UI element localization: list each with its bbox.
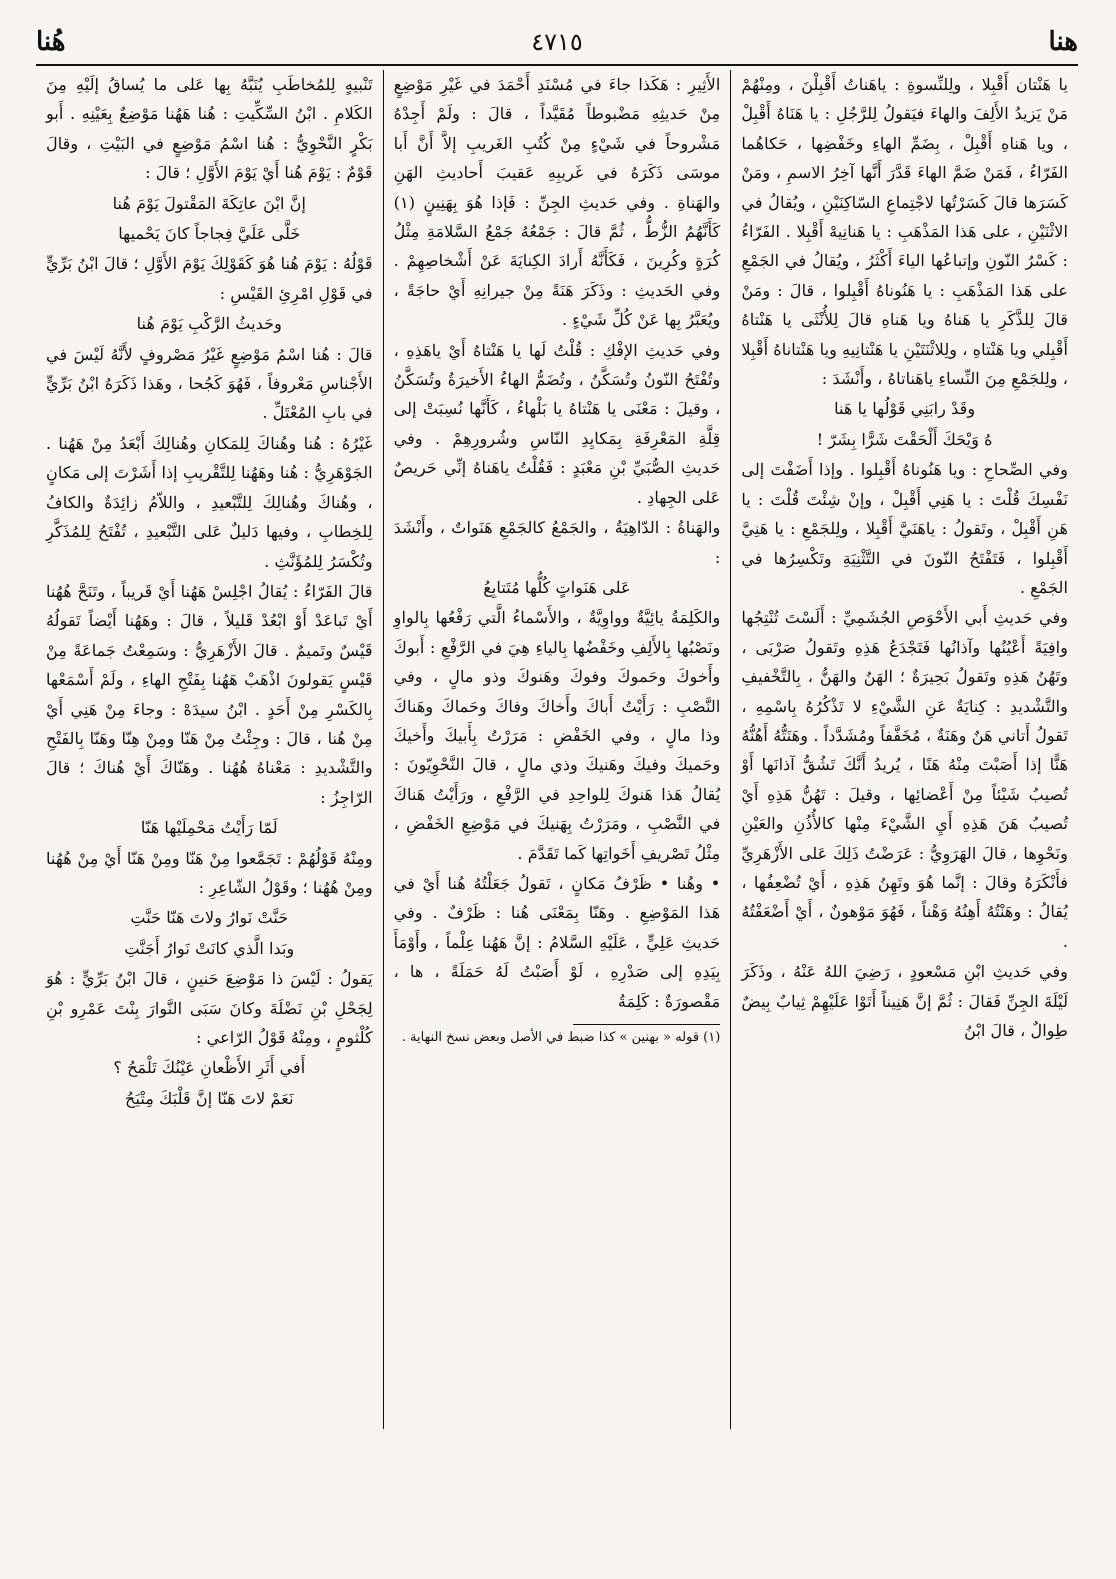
headword-left: هُنا: [36, 27, 66, 57]
paragraph: الأَثِيرِ : هَكَذا جاءَ في مُسْنَدِ أَحْمَدَ في غَيْرِ مَوْضِعٍ مِنْ حَديثِهِ مَضْبوطاً مُقَيَّداً ، قالَ : ولَمْ أَجِدْهُ مَشْروحاً في شَيْءٍ مِنْ كُتُبِ الغَريبِ إلاَّ أَنَّ أَبا موسَى ذَكَرَهُ في غَريبِهِ عَقيبَ أَحاديثِ الهَنِ والهَناةِ . وفي حَديثِ الجِنِّ : فَإذا هُوَ بِهَنِينٍ (١) كَأَنَّهُمُ الزُّطُّ ، ثُمَّ قالَ : جَمْعُهُ جَمْعُ السَّلامَةِ مِثْلُ كُرَةٍ وكُرِينَ ، فَكَأَنَّهُ أَرادَ الكِنايَةَ عَنْ أَشْخاصِهِمْ . وفي الحَديثِ : وذَكَرَ هَنَةً مِنْ جيرانِهِ أَيْ حاجَةً ، ويُعَبَّرُ بِها عَنْ كُلِّ شَيْءٍ .: [393, 75, 721, 330]
paragraph: يَقولُ : لَيْسَ ذا مَوْضِعَ حَنينٍ ، قالَ ابْنُ بَرِّيٍّ : هُوَ لِجَحْلِ بْنِ نَضْلَةَ وكانَ سَبَى النَّوارَ بِنْتَ عَمْرِو بْنِ كُلْثومٍ ، ومِنْهُ قَوْلُ الرّاعي :: [45, 969, 373, 1047]
verse-line: أَفي أَثَرِ الأَظْعانِ عَيْنُكَ تَلْمَحُ ؟: [113, 1058, 306, 1078]
verse-line: حَنَّتْ نَوارُ ولاتَ هَنّا حَنَّتِ: [130, 908, 289, 928]
verse-line: نَعَمْ لاتَ هَنّا إنَّ قَلْبَكَ مِتْيَحُ: [125, 1088, 294, 1108]
paragraph: غَيْرُهُ : هُنا وهُناكَ لِلمَكانِ وهُنالِكَ أَبْعَدُ مِنْ هَهُنا . الجَوْهَرِيُّ : هُنا وهَهُنا لِلتَّقْريبِ إذا أَشَرْتَ إلى مَكانٍ ، وهُناكَ وهُنالِكَ لِلتَّبْعيدِ ، واللاّمُ زائِدَةٌ والكافُ لِلخِطابِ ، وفيها دَليلٌ عَلى التَّبْعيدِ ، تُفْتَحُ لِلمُذَكَّرِ وتُكْسَرُ لِلمُؤَنَّثِ .: [45, 433, 373, 571]
paragraph: وفي الصِّحاحِ : ويا هَنُوناهُ أَقْبِلوا . وإذا أَضَفْتَ إلى نَفْسِكَ قُلْتَ : يا هَنِي أَقْبِلْ ، وإنْ شِئْتَ قُلْتَ : يا هَنِ أَقْبِلْ ، وتَقولُ : ياهَنَيَّ أَقْبِلا ، ولِلجَمْعِ : يا هَنِيَّ أَقْبِلوا ، فَتَفْتَحُ النّونَ في التَّثْنِيَةِ وتَكْسِرُها في الجَمْعِ .: [741, 460, 1068, 597]
paragraph: تَنْبيهٍ لِلمُخاطَبِ يُنَبَّهُ بِها عَلى ما يُساقُ إلَيْهِ مِنَ الكَلامِ . ابْنُ السِّكِّيتِ : هُنا هَهُنا مَوْضِعٌ بِعَيْنِهِ . أَبو بَكْرٍ النَّحْوِيُّ : هُنا اسْمُ مَوْضِعٍ في البَيْتِ ، وقالَ قَوْمٌ : يَوْمَ هُنا أَيْ يَوْمَ الأَوَّلِ ؛ قالَ :: [45, 75, 373, 183]
paragraph: قالَ : هُنا اسْمُ مَوْضِعٍ غَيْرُ مَصْروفٍ لأَنَّهُ لَيْسَ في الأَجْناسِ مَعْروفاً ، فَهُوَ كَجُحا ، وهَذا ذَكَرَهُ ابْنُ بَرِّيٍّ في بابِ المُعْتَلِّ .: [45, 344, 373, 423]
paragraph: قالَ الفَرّاءُ : يُقالُ اجْلِسْ هَهُنا أَيْ قَريباً ، وتَنَحَّ هُهُنا أَيْ تَباعَدْ أَوْ ابْعُدْ قَليلاً ، قالَ : وهَهُنا أَيْضاً تَقولُهُ قَيْسٌ وتَميمٌ . قالَ الأَزْهَرِيُّ : وسَمِعْتُ جَماعَةً مِنْ قَيْسٍ يَقولونَ اذْهَبْ هَهُنا بِفَتْحِ الهاءِ ، ولَمْ أَسْمَعْها بِالكَسْرِ مِنْ أَحَدٍ . ابْنُ سيدَهْ : وجاءَ مِنْ هَنِي أَيْ مِنْ هُنا ، قالَ : وجِئْتُ مِنْ هَنّا ومِنْ هِنّا وهَنّا بِالفَتْحِ والتَّشْديدِ : مَعْناهُ هُهُنا . وهَنّاكَ أَيْ هُناكَ ؛ قالَ الرّاجِزُ :: [45, 581, 373, 807]
paragraph: وفي حَديثِ أَبي الأَحْوَصِ الجُشَمِيِّ : أَلَسْتَ تُنْتِجُها وافِيَةً أَعْيُنُها وآذانُها فَتَجْدَعُ هَذِهِ وتَقولُ صَرْبَى ، وتَهُنُ هَذِهِ وتَقولُ بَحِيرَةٌ ؛ الهَنُ والهَنُّ ، بِالتَّخْفيفِ والتَّشْديدِ : كِنايَةٌ عَنِ الشَّيْءِ لا تَذْكُرُهُ بِاسْمِهِ ، تَقولُ أَتاني هَنٌ وهَنَةٌ ، مُخَفَّفاً ومُشَدَّداً . وهَنَتُّهُ أَهُنُّهُ هَنًّا إذا أَصَبْتَ مِنْهُ هَنًا ، يُريدُ أَنَّكَ تَشُقُّ آذانَها أَوْ تُصيبُ شَيْئاً مِنْ أَعْضائِها ، وقيلَ : تَهُنُّ هَذِهِ أَيْ تُصيبُ هَنَ هَذِهِ أَيِ الشَّيْءَ مِنْها كالأُذُنِ والعَيْنِ ونَحْوِها ، قالَ الهَرَوِيُّ : عَرَضْتُ ذَلِكَ عَلى الأَزْهَرِيِّ فأَنْكَرَهُ وقالَ : إنَّما هُوَ وتَهِنُ هَذِهِ ، أَيْ تُضْعِفُها ، يُقالُ : وهَنْتُهُ أَهِنُهُ وَهْناً ، فَهُوَ مَوْهونٌ ، أَيْ أَضْعَفْتُهُ .: [741, 608, 1068, 951]
verse-line: إنَّ ابْنَ عاتِكَةَ المَقْتولَ يَوْمَ هُنا: [112, 193, 307, 213]
verse-line: هُ وَيْحَكَ أَلْحَقْتَ شَرًّا بِشَرّ !: [816, 429, 993, 449]
paragraph: وفي حَديثِ ابْنِ مَسْعودٍ ، رَضِيَ اللهُ عَنْهُ ، وذَكَرَ لَيْلَةَ الجِنِّ فَقالَ : ثُمَّ إنَّ هَنِيناً أَتَوْا عَلَيْهِمْ ثِيابٌ بِيضٌ طِوالٌ ، قالَ ابْنُ: [741, 962, 1068, 1040]
column-left: [36, 70, 383, 1429]
verse-line: وبَدا الَّذي كانَتْ نَوارُ أَجَنَّتِ: [124, 938, 295, 958]
footnote: (١) قوله « بهنين » كذا ضبط في الأصل وبعض نسخ النهاية .: [401, 1030, 721, 1045]
verse-line: خَلَّى عَلَيَّ فِجاجاً كانَ يَحْميها: [118, 224, 301, 244]
paragraph: والهَناةُ : الدّاهِيَةُ ، والجَمْعُ كالجَمْعِ هَنَواتٌ ، وأَنْشَدَ :: [393, 518, 721, 567]
column-right: [731, 70, 1078, 1429]
verse-line: عَلى هَنَواتٍ كُلُّها مُتَتابِعُ: [483, 577, 631, 597]
paragraph: والكَلِمَةُ يائِيَّةٌ وواوِيَّةٌ ، والأَسْماءُ الَّتي رَفْعُها بِالواوِ ونَصْبُها بِالأَلِفِ وخَفْضُها بِالياءِ هِيَ في الرَّفْعِ : أَبوكَ وأَخوكَ وحَموكَ وفوكَ وهَنوكَ وذو مالٍ ، وفي النَّصْبِ : رَأَيْتُ أَباكَ وأَخاكَ وفاكَ وحَماكَ وهَناكَ وذا مالٍ ، وفي الخَفْضِ : مَرَرْتُ بِأَبيكَ وأَخيكَ وحَميكَ وفيكَ وهَنيكَ وذي مالٍ ، قالَ النَّحْوِيّونَ : يُقالُ هَذا هَنوكَ لِلواحِدِ في الرَّفْعِ ، ورَأَيْتُ هَناكَ في النَّصْبِ ، ومَرَرْتُ بِهَنيكَ في مَوْضِعِ الخَفْضِ ، مِثْلُ تَصْريفِ أَخَواتِها كَما تَقَدَّمَ .: [393, 608, 721, 863]
page-number: ٤٧١٥: [531, 28, 583, 56]
footnote-rule: [573, 1024, 720, 1025]
verse-line: وقَدْ رابَنِي قَوْلُها يا هَنا: [834, 399, 976, 419]
page-header: [36, 22, 1078, 62]
paragraph: ومِنْهُ قَوْلُهُمْ : تَجَمَّعوا مِنْ هَنّا ومِنْ هَنّا أَيْ مِنْ هُهُنا ومِنْ هُهُنا ؛ وقَوْلُ الشّاعِرِ :: [45, 848, 373, 897]
text-columns: [36, 70, 1078, 1429]
verse-line: لَمّا رَأَيْتُ مَحْمِلَيْها هَنّا: [140, 818, 278, 838]
headword-right: هنا: [1048, 27, 1078, 57]
paragraph: وفي حَديثِ الإفْكِ : قُلْتُ لَها يا هَنْتاهُ أَيْ ياهَذِهِ ، وتُفْتَحُ النّونُ وتُسَكَّنُ ، وتُضَمُّ الهاءُ الأَخيرَةُ وتُسَكَّنُ ، وقيلَ : مَعْنَى يا هَنْتاهُ يا بَلْهاءُ ، كَأَنَّها نُسِبَتْ إلى قِلَّةِ المَعْرِفَةِ بِمَكايِدِ النّاسِ وشُرورِهِمْ . وفي حَديثِ الصُّبَيِّ بْنِ مَعْبَدٍ : فَقُلْتُ ياهَناهُ إنِّي حَريصٌ عَلى الجِهادِ .: [393, 340, 721, 507]
header-rule: [36, 64, 1078, 66]
paragraph: • وهُنا • ظَرْفُ مَكانٍ ، تَقولُ جَعَلْتُهُ هُنا أَيْ في هَذا المَوْضِعِ . وهَنّا بِمَعْنَى هُنا : ظَرْفٌ . وفي حَديثِ عَلِيٍّ ، عَلَيْهِ السَّلامُ : إنَّ هَهُنا عِلْماً ، وأَوْمَأَ بِيَدِهِ إلى صَدْرِهِ ، لَوْ أَصَبْتُ لَهُ حَمَلَةً ، ها ، مَقْصورَةٌ : كَلِمَةُ: [393, 873, 721, 1011]
paragraph: قَوْلُهُ : يَوْمَ هُنا هُوَ كَقَوْلِكَ يَوْمَ الأَوَّلِ ؛ قالَ ابْنُ بَرِّيٍّ في قَوْلِ امْرِئِ القَيْسِ :: [45, 254, 373, 303]
paragraph: يا هَنْتان أَقْبِلا ، ولِلنِّسوةِ : ياهَناتُ أَقْبِلْنَ ، ومِنْهُمْ مَنْ يَزيدُ الأَلِفَ والهاءَ فيَقولُ لِلرَّجُلِ : يا هَنَاهُ أَقْبِلْ ، ويا هَناهِ أَقْبِلْ ، بِضَمِّ الهاءِ وخَفْضِها ، حَكاهُما الفَرّاءُ ، فَمَنْ ضَمَّ الهاءَ قَدَّرَ أَنَّها آخِرُ الاسمِ ، ومَنْ كَسَرَها قالَ كَسَرْتُها لاجْتِماعِ السّاكِنَيْنِ ، ويُقالُ في الاثْنَيْنِ ، على هَذا المَذْهَبِ : يا هَنانِيهْ أَقْبِلا . الفَرّاءُ : كَسْرُ النّونِ وإتباعُها الياءَ أَكْثَرُ ، ويُقالُ في الجَمْعِ على هَذا المَذْهَبِ : يا هَنُوناهُ أَقْبِلوا ، قالَ : ومَنْ قالَ لِلذَّكَرِ يا هَناهُ ويا هَناهِ قالَ لِلأُنْثَى يا هَنْتاهُ أَقْبِلي ويا هَنْتاهِ ، ولِلاثْنَتَيْنِ يا هَنْتانِيهِ ويا هَنْتاناهُ أَقْبِلا ، ولِلجَمْعِ مِنَ النِّساءِ ياهَناتاهُ ، وأَنْشَدَ :: [741, 75, 1068, 389]
column-middle: [384, 70, 731, 1429]
verse-line: وحَديثُ الرَّكْبِ يَوْمَ هُنا: [136, 314, 282, 334]
